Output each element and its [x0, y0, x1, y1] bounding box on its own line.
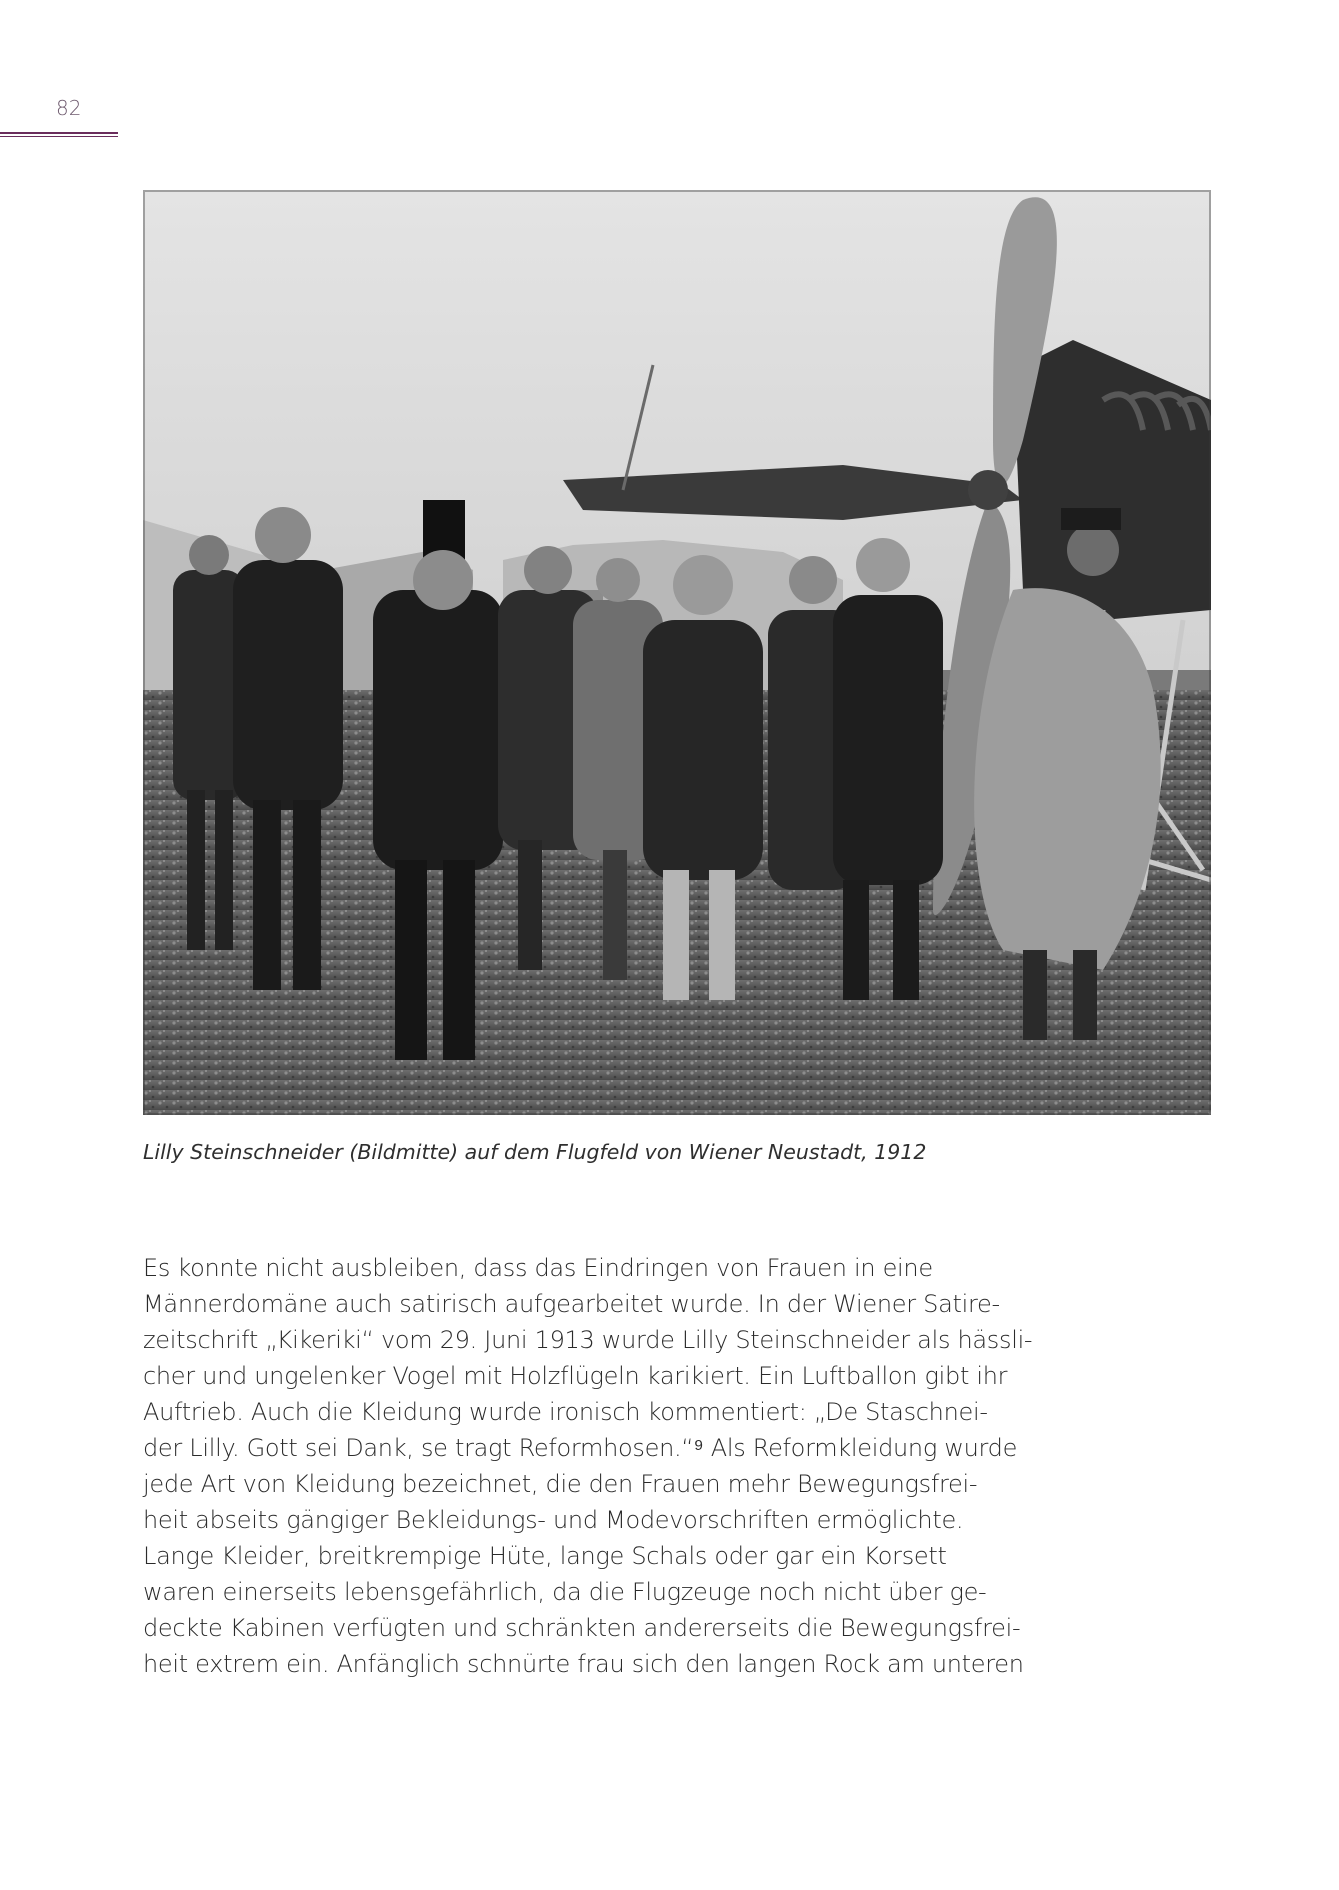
historic-photo	[143, 190, 1211, 1115]
body-paragraph	[143, 1250, 1043, 1682]
text-line: Lange Kleider, breitkrempige Hüte, lange Schals oder gar ein Korsett	[143, 1542, 947, 1570]
text-line: Auftrieb. Auch die Kleidung wurde ironisch kommentiert: „De Staschnei-	[143, 1398, 988, 1426]
photo-caption: Lilly Steinschneider (Bildmitte) auf dem Flugfeld von Wiener Neustadt, 1912	[143, 1140, 927, 1164]
text-line: cher und ungelenker Vogel mit Holzflügeln karikiert. Ein Luftballon gibt ihr	[143, 1362, 1008, 1390]
text-line: Männerdomäne auch satirisch aufgearbeitet wurde. In der Wiener Satire-	[143, 1290, 1000, 1318]
text-line: Es konnte nicht ausbleiben, dass das Eindringen von Frauen in eine	[143, 1254, 933, 1282]
text-line: der Lilly. Gott sei Dank, se tragt Reformhosen.“⁹ Als Reformkleidung wurde	[143, 1434, 1018, 1462]
text-line: jede Art von Kleidung bezeichnet, die den Frauen mehr Bewegungsfrei-	[143, 1470, 978, 1498]
page-number: 82	[56, 96, 82, 120]
text-line: deckte Kabinen verfügten und schränkten andererseits die Bewegungsfrei-	[143, 1614, 1021, 1642]
text-line: waren einerseits lebensgefährlich, da die Flugzeuge noch nicht über ge-	[143, 1578, 987, 1606]
photo-illustration	[143, 190, 1211, 1115]
propeller-hub	[968, 470, 1008, 510]
text-line: heit extrem ein. Anfänglich schnürte frau sich den langen Rock am unteren	[143, 1650, 1024, 1678]
text-line: zeitschrift „Kikeriki“ vom 29. Juni 1913 wurde Lilly Steinschneider als hässli-	[143, 1326, 1033, 1354]
page-number-rule-thin	[0, 136, 118, 137]
text-line: heit abseits gängiger Bekleidungs- und Modevorschriften ermöglichte.	[143, 1506, 964, 1534]
page-number-rule	[0, 132, 118, 134]
